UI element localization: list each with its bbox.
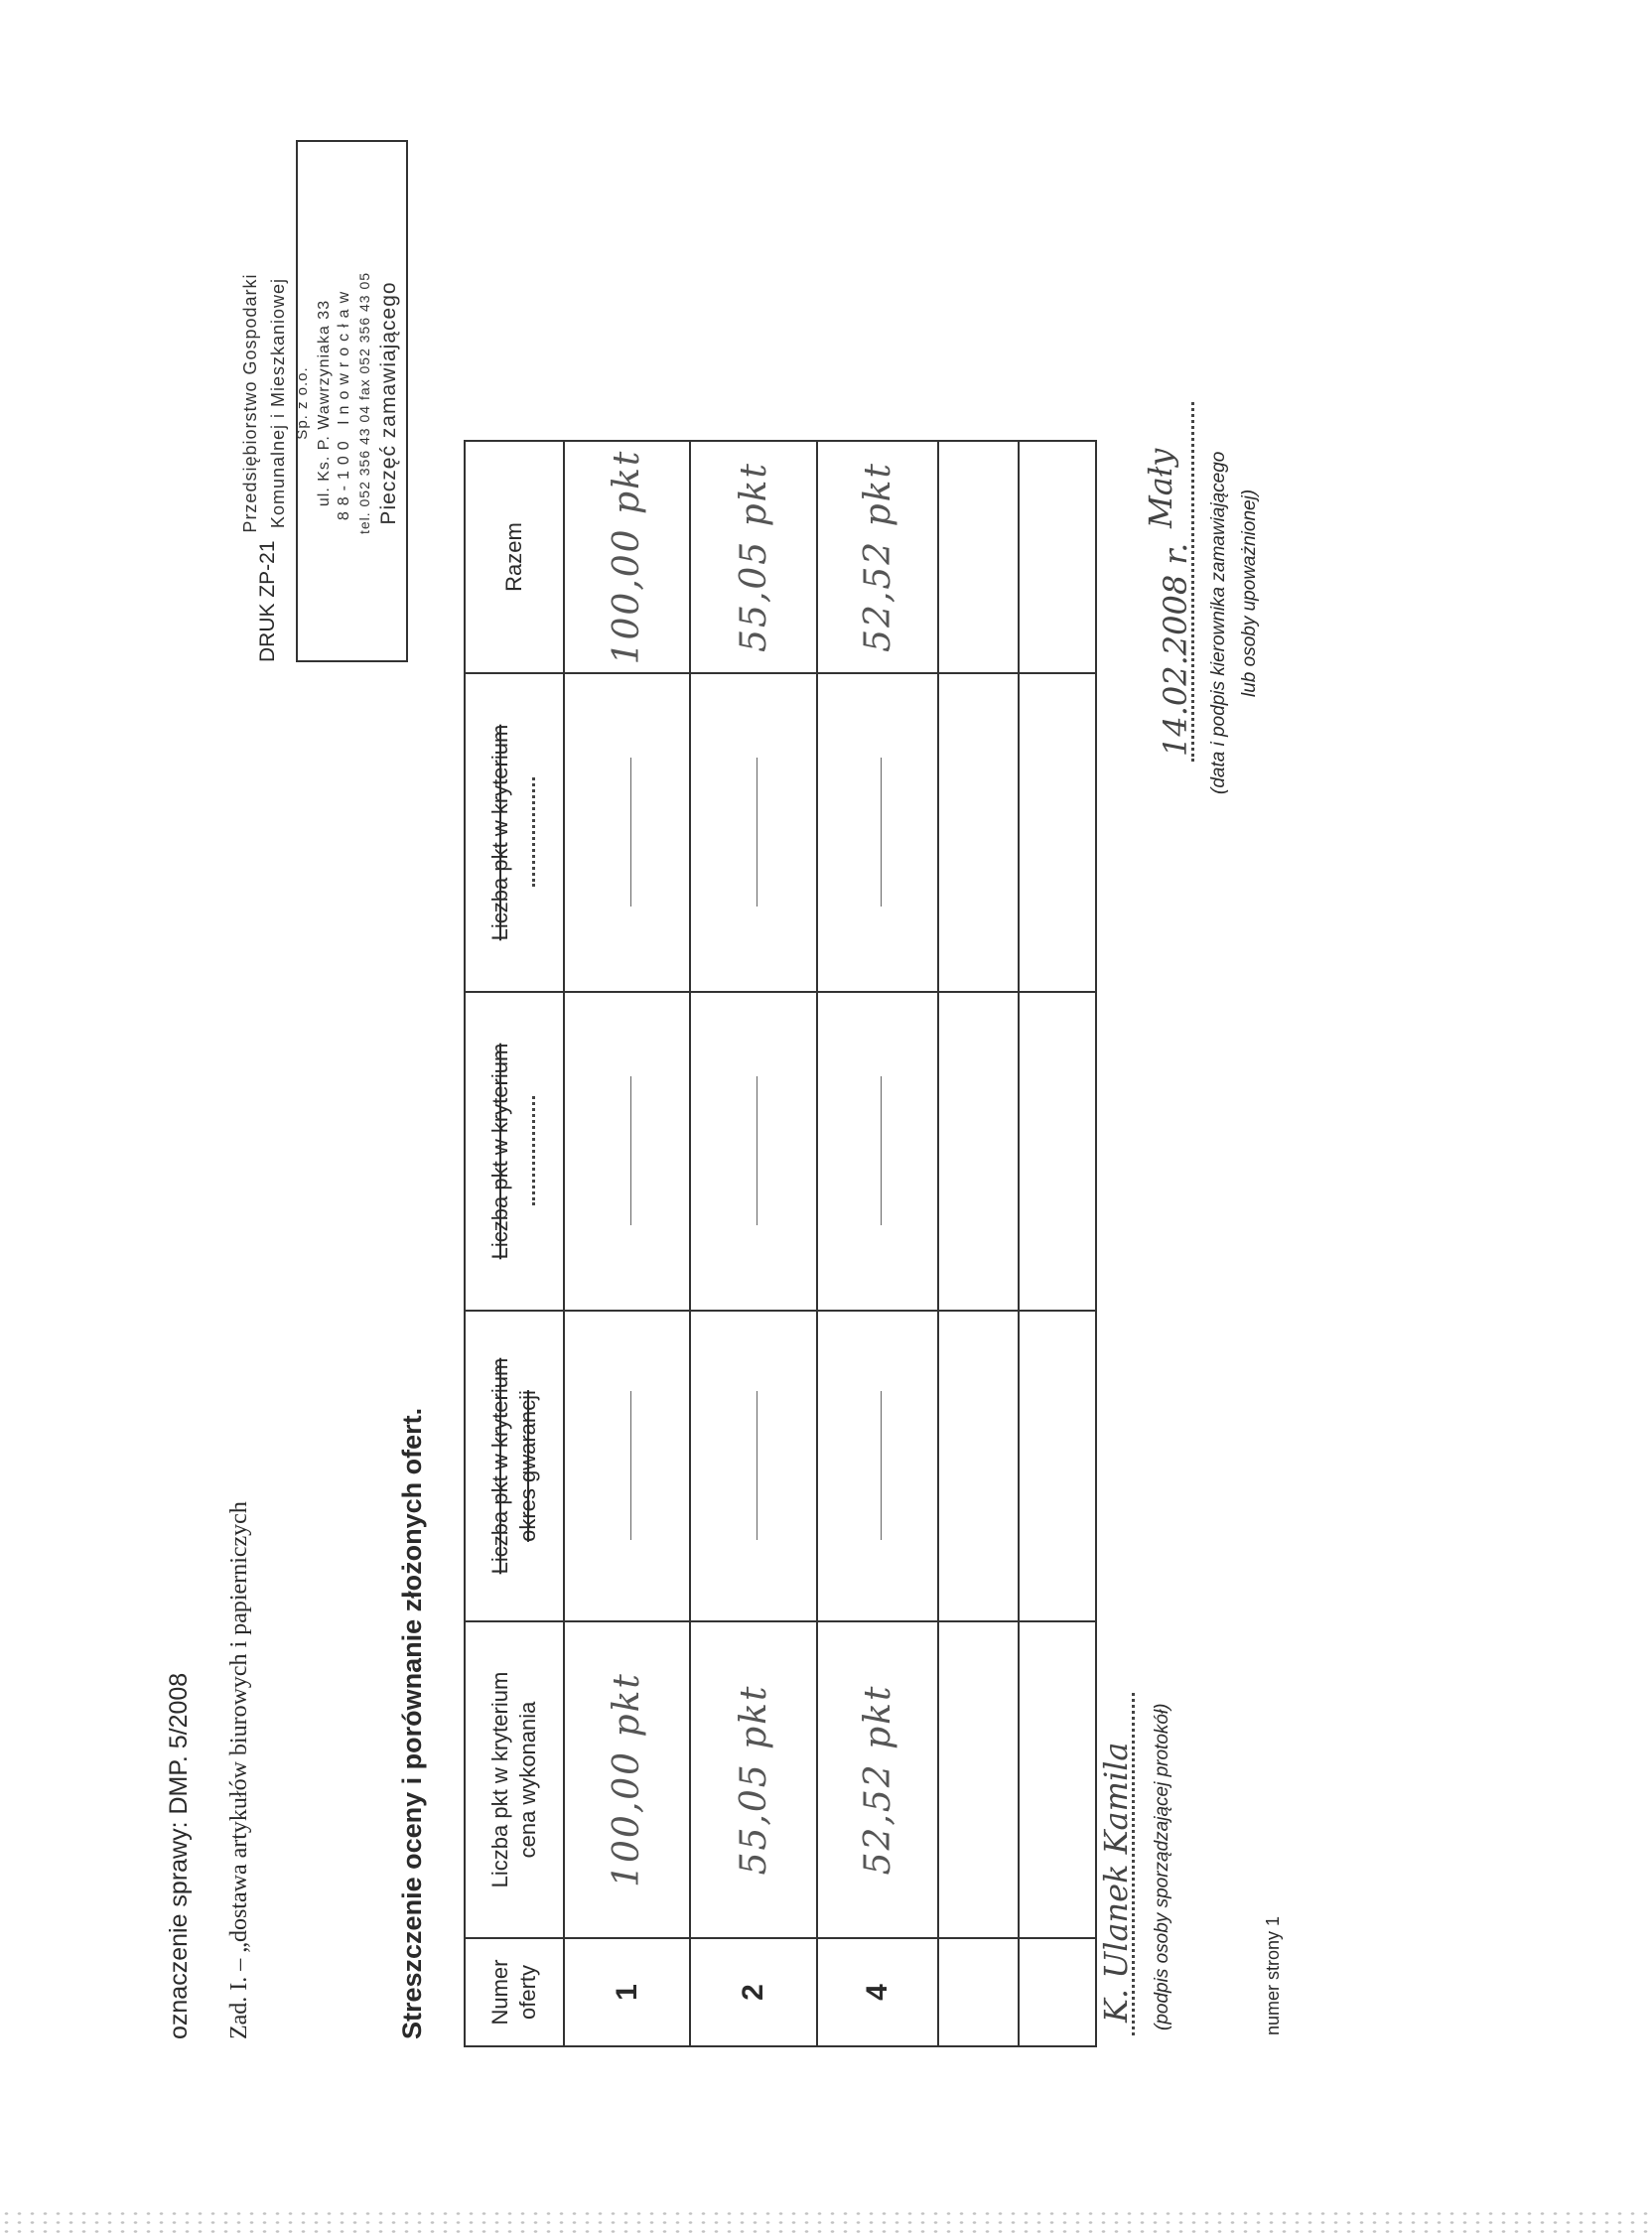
empty-cell xyxy=(1019,1621,1096,1938)
total-points: 55,05 pkt xyxy=(690,441,817,673)
dotted-blank xyxy=(524,778,535,888)
dash-mark xyxy=(881,759,882,908)
empty-cell xyxy=(564,1311,690,1621)
table-row-empty xyxy=(938,441,1019,2046)
header-text: Numer xyxy=(487,1959,512,2026)
stamp-caption: Pieczęć zamawiającego xyxy=(377,281,400,525)
price-points: 52,52 pkt xyxy=(817,1621,938,1938)
table-header-row xyxy=(465,441,564,2046)
empty-cell xyxy=(1019,673,1096,992)
dash-mark xyxy=(881,1392,882,1541)
header-price xyxy=(465,1621,564,1938)
signature-line xyxy=(1191,402,1194,762)
empty-cell xyxy=(938,1311,1019,1621)
empty-cell xyxy=(938,673,1019,992)
header-text: Liczba pkt w kryterium xyxy=(487,1043,512,1260)
empty-cell xyxy=(690,1311,817,1621)
preparer-signature: K. Ulanek Kamila xyxy=(1097,1742,1135,2023)
header-criterion-5 xyxy=(465,673,564,992)
empty-cell xyxy=(1019,1938,1096,2046)
empty-cell xyxy=(1019,992,1096,1311)
offer-number: 4 xyxy=(817,1938,938,2046)
price-points: 55,05 pkt xyxy=(690,1621,817,1938)
preparer-caption: (podpis osoby sporządzającej protokół) xyxy=(1152,1703,1172,2030)
header-text: oferty xyxy=(515,1964,540,2021)
scan-noise xyxy=(0,2206,1652,2236)
table-row xyxy=(690,441,817,2046)
manager-date: 14.02.2008 r. xyxy=(1157,542,1194,757)
empty-cell xyxy=(817,673,938,992)
case-number: oznaczenie sprawy: DMP. 5/2008 xyxy=(165,1672,193,2039)
empty-cell xyxy=(564,673,690,992)
header-text: Liczba pkt w kryterium xyxy=(487,1357,512,1575)
stamp-line: tel. 052 356 43 04 fax 052 356 43 05 xyxy=(356,271,372,535)
header-criterion-4 xyxy=(465,992,564,1311)
empty-cell xyxy=(938,441,1019,673)
empty-cell xyxy=(938,992,1019,1311)
empty-cell xyxy=(938,1621,1019,1938)
empty-cell xyxy=(817,992,938,1311)
stamp-line: Sp. z o.o. xyxy=(294,366,311,440)
task-description: Zad. I. – „dostawa artykułów biurowych i papierniczych xyxy=(226,1501,252,2039)
header-text: Razem xyxy=(501,522,526,592)
price-points: 100,00 pkt xyxy=(564,1621,690,1938)
header-offer-number xyxy=(465,1938,564,2046)
stamp-line: Komunalnej i Mieszkaniowej xyxy=(268,277,288,529)
empty-cell xyxy=(690,992,817,1311)
dotted-blank xyxy=(524,1097,535,1206)
header-text: cena wykonania xyxy=(515,1701,540,1859)
header-total xyxy=(465,441,564,673)
total-points: 52,52 pkt xyxy=(817,441,938,673)
header-warranty xyxy=(465,1311,564,1621)
stamp-line: ul. Ks. P. Wawrzyniaka 33 xyxy=(316,299,333,507)
empty-cell xyxy=(1019,1311,1096,1621)
manager-caption: (data i podpis kierownika zamawiającego xyxy=(1208,451,1229,794)
offer-number: 2 xyxy=(690,1938,817,2046)
table-row xyxy=(564,441,690,2046)
stamp-line: Przedsiębiorstwo Gospodarki xyxy=(240,273,260,533)
table-row xyxy=(817,441,938,2046)
total-points: 100,00 pkt xyxy=(564,441,690,673)
stamp-line: 88-100 Inowrocław xyxy=(336,285,352,521)
empty-cell xyxy=(1019,441,1096,673)
dash-mark xyxy=(630,1077,631,1226)
empty-cell xyxy=(564,992,690,1311)
page-number: numer strony 1 xyxy=(1263,1915,1283,2035)
empty-cell xyxy=(938,1938,1019,2046)
manager-caption-2: lub osoby upoważnionej) xyxy=(1239,489,1260,697)
offers-table xyxy=(464,440,1097,2047)
empty-cell xyxy=(690,673,817,992)
signature-line xyxy=(1132,1693,1135,2035)
form-code: DRUK ZP-21 xyxy=(256,540,279,662)
manager-signature: Mały xyxy=(1142,448,1179,528)
header-text: okres gwarancji xyxy=(515,1390,540,1542)
section-title: Streszczenie oceny i porównanie złożonych ofert. xyxy=(397,1407,427,2039)
table-row-empty xyxy=(1019,441,1096,2046)
dash-mark xyxy=(881,1077,882,1226)
empty-cell xyxy=(817,1311,938,1621)
dash-mark xyxy=(630,759,631,908)
header-text: Liczba pkt w kryterium xyxy=(487,1671,512,1888)
header-text: Liczba pkt w kryterium xyxy=(487,724,512,941)
dash-mark xyxy=(630,1392,631,1541)
offer-number: 1 xyxy=(564,1938,690,2046)
